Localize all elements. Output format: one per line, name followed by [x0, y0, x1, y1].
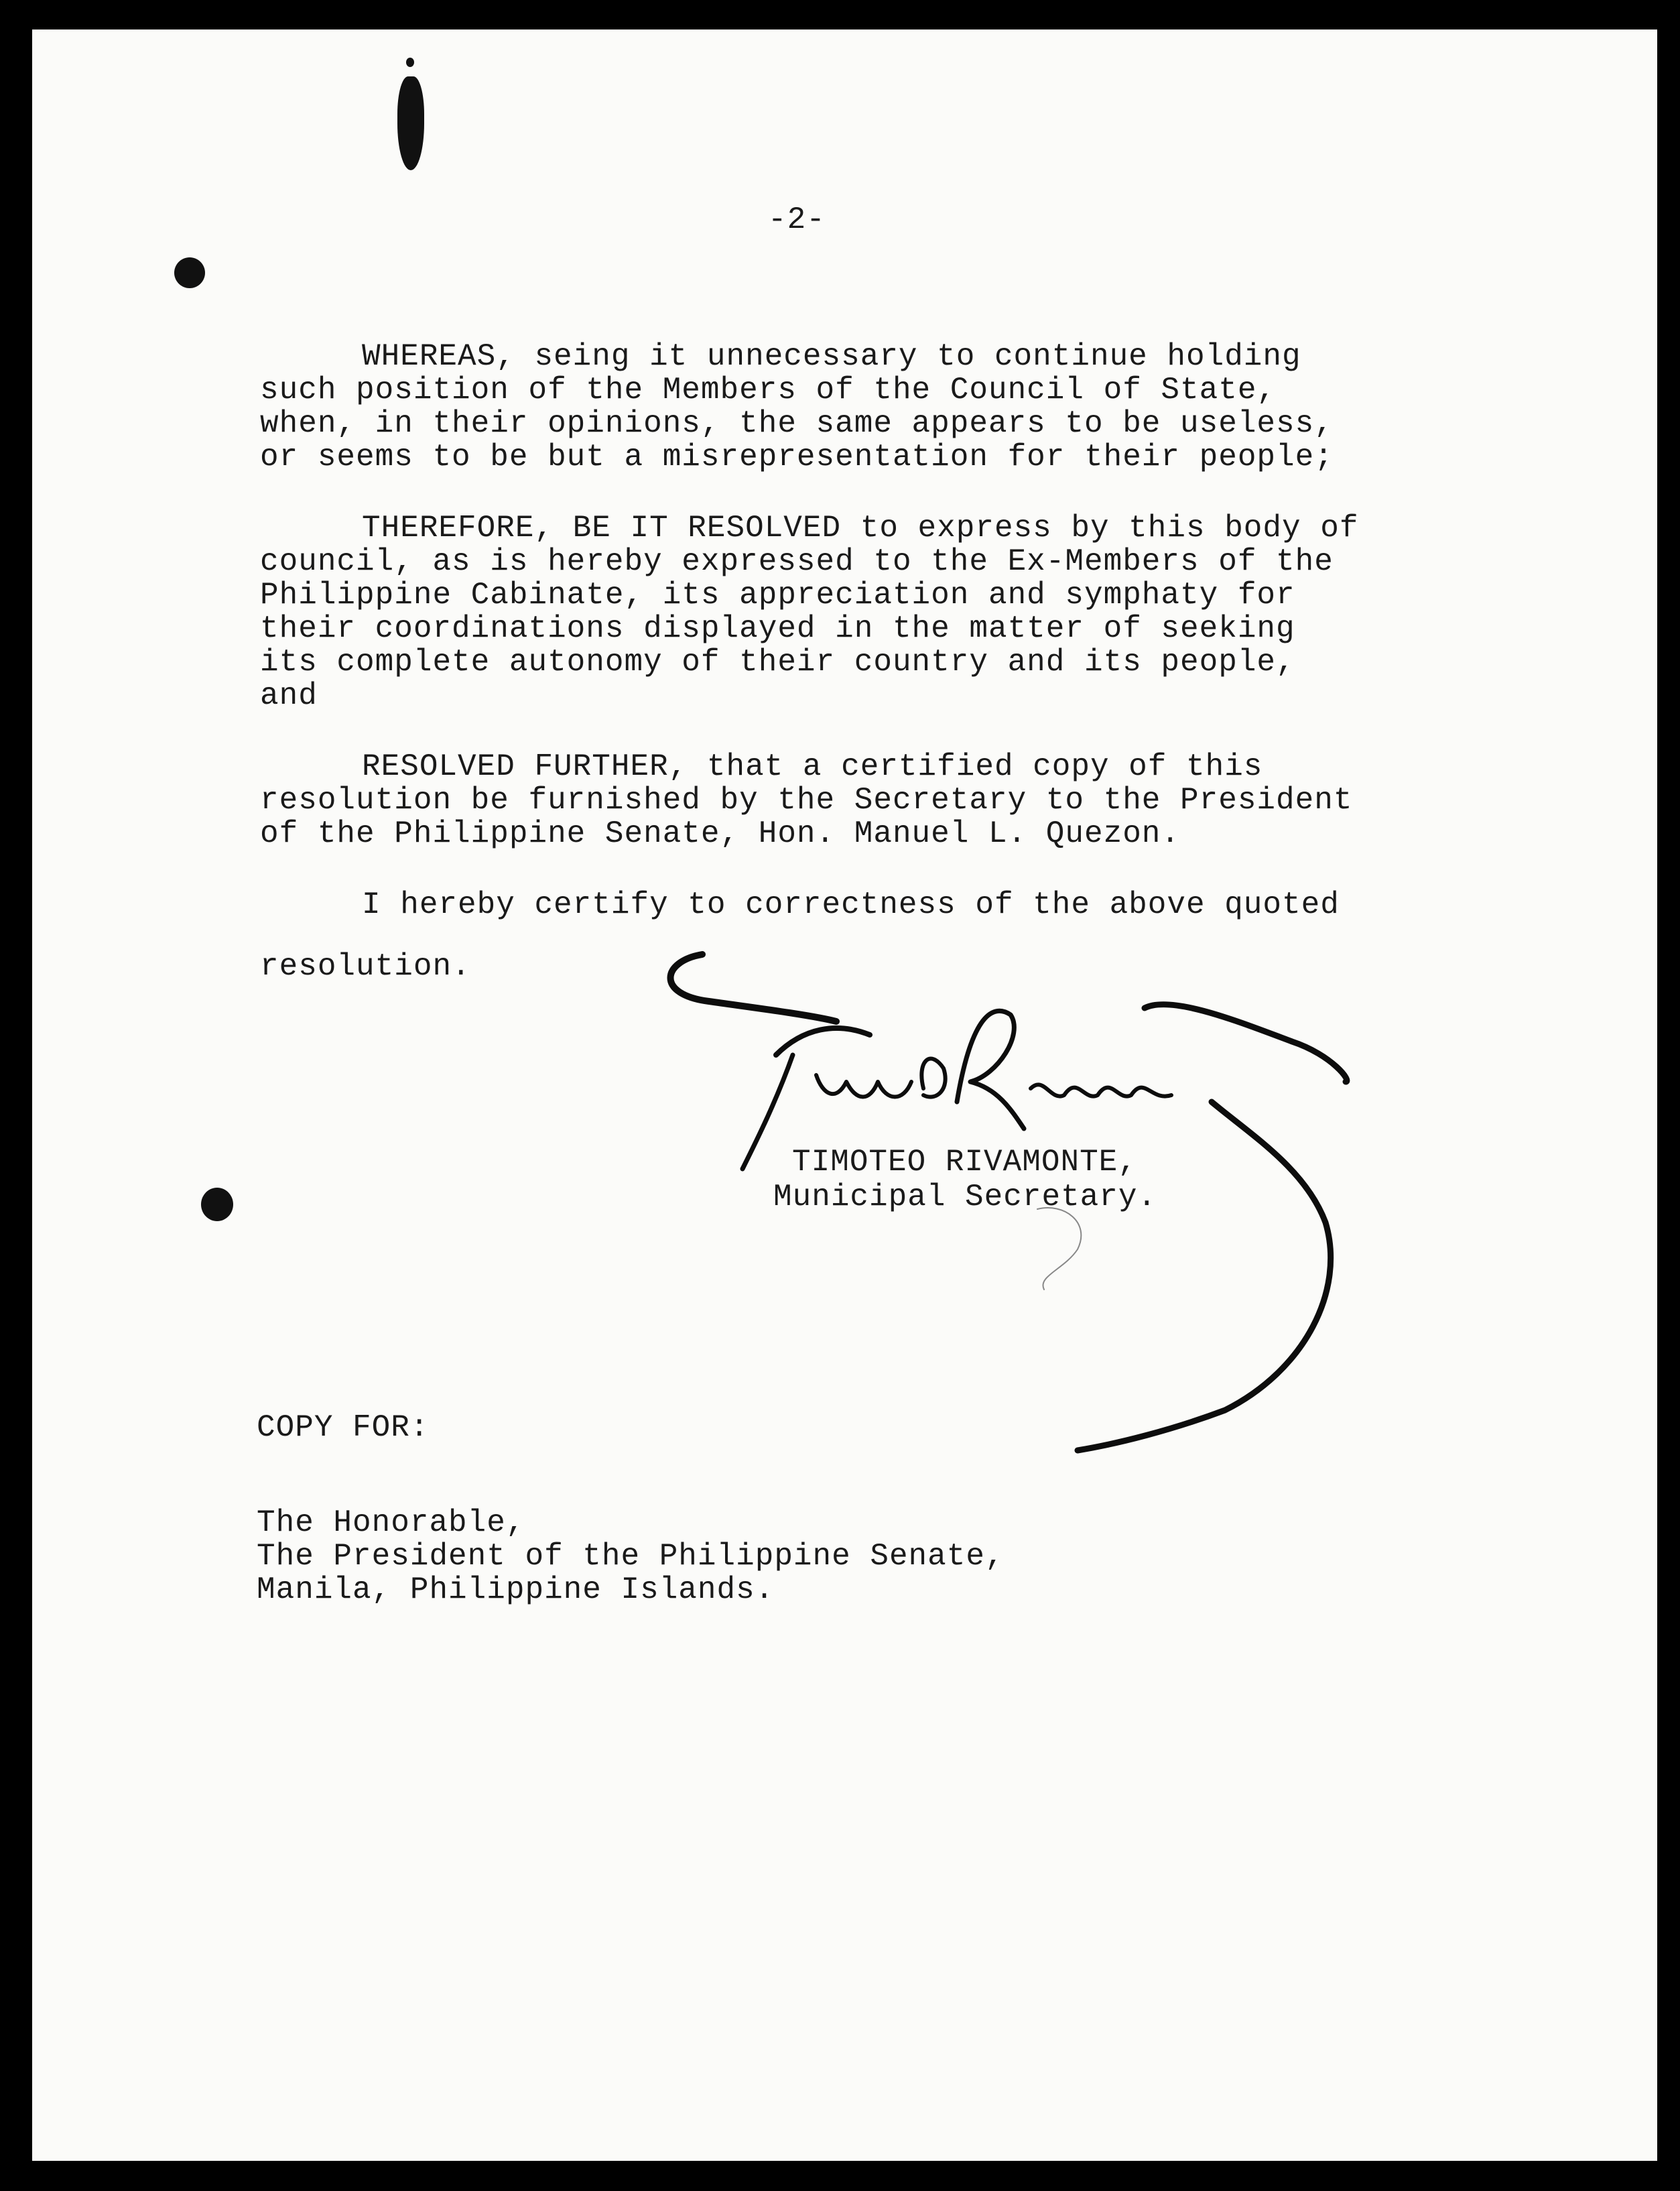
certification-line: I hereby certify to correctness of the above quoted: [362, 887, 1340, 922]
resolved-line: resolution be furnished by the Secretary to the President: [260, 783, 1353, 818]
document-page: [32, 29, 1657, 2161]
punch-hole-lower: [201, 1188, 233, 1221]
signatory-title: Municipal Secretary.: [773, 1180, 1157, 1214]
therefore-line: and: [260, 678, 318, 713]
whereas-line: or seems to be but a misrepresentation for their people;: [260, 440, 1334, 475]
resolved-line: RESOLVED FURTHER, that a certified copy of this: [362, 749, 1263, 784]
signatory-name: TIMOTEO RIVAMONTE,: [792, 1145, 1137, 1180]
whereas-line: such position of the Members of the Council of State,: [260, 373, 1277, 408]
punch-hole-upper: [174, 257, 205, 288]
therefore-line: THEREFORE, BE IT RESOLVED to express by this body of: [362, 511, 1359, 546]
therefore-line: its complete autonomy of their country and its people,: [260, 645, 1295, 680]
address-line: The President of the Philippine Senate,: [257, 1539, 1005, 1574]
therefore-line: their coordinations displayed in the matter of seeking: [260, 611, 1295, 646]
therefore-line: Philippine Cabinate, its appreciation and symphaty for: [260, 578, 1295, 613]
ink-blot-top-small: [406, 58, 414, 67]
whereas-line: when, in their opinions, the same appears to be useless,: [260, 406, 1334, 441]
certification-line-end: resolution.: [260, 949, 471, 984]
whereas-line: WHEREAS, seing it unnecessary to continue holding: [362, 339, 1301, 374]
therefore-line: council, as is hereby expressed to the Ex-Members of the: [260, 544, 1334, 579]
resolved-line: of the Philippine Senate, Hon. Manuel L. Quezon.: [260, 816, 1181, 851]
address-line: Manila, Philippine Islands.: [257, 1572, 775, 1607]
address-line: The Honorable,: [257, 1505, 525, 1540]
copy-for-heading: COPY FOR:: [257, 1410, 430, 1445]
page-number: -2-: [768, 202, 826, 237]
ink-blot-top: [397, 76, 424, 170]
